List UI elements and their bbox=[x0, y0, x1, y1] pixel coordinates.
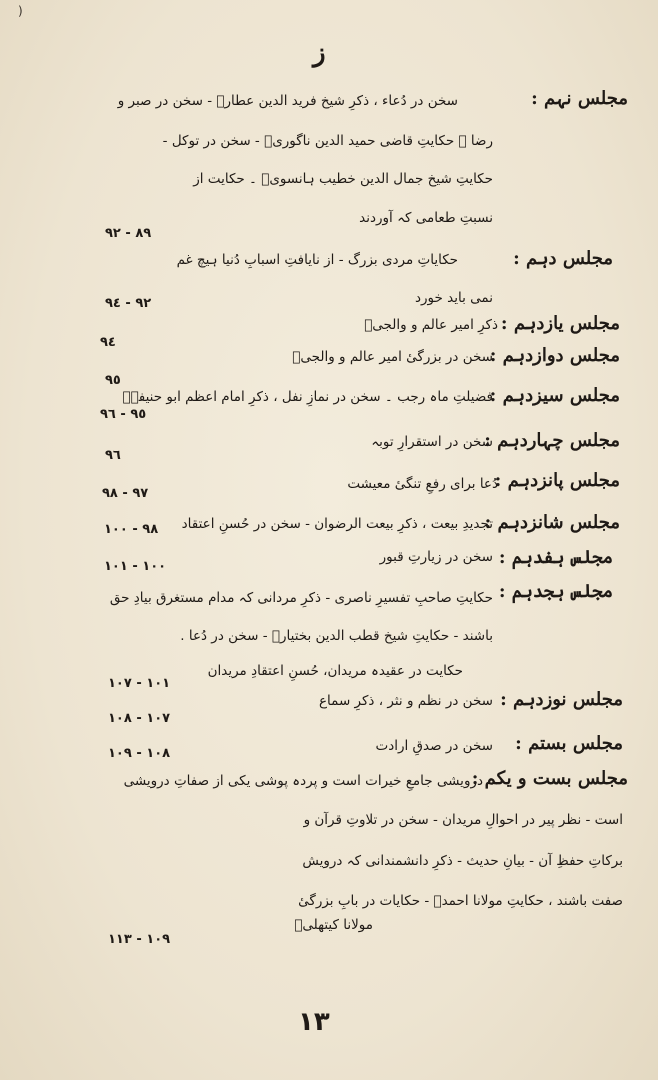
entry-line: برکاتِ حفظِ آن - بیانِ حدیث - ذکرِ دانشمندانی کہ درویش bbox=[302, 853, 623, 869]
entry-title-10: مجلس دہم : bbox=[513, 248, 613, 269]
entry-title-14: مجلس چہاردہم : bbox=[484, 430, 620, 451]
page-number: ١٣ bbox=[298, 1007, 330, 1037]
entry-line: نمی باید خورد bbox=[415, 290, 493, 306]
entry-pages: ٨٩ - ٩٢ bbox=[105, 226, 152, 241]
entry-pages: ٩٥ - ٩٦ bbox=[100, 407, 147, 422]
entry-line: حکایتِ صاحبِ تفسیرِ ناصری - ذکرِ مردانی کہ مدام مستغرق بیادِ حق bbox=[109, 590, 493, 606]
entry-pages: ٩٦ bbox=[105, 448, 121, 463]
entry-pages: ٩٤ bbox=[100, 335, 116, 350]
entry-line: تجدیدِ بیعت ، ذکرِ بیعت الرضوان - سخن در حُسنِ اعتقاد bbox=[181, 516, 493, 532]
entry-line: فضیلتِ ماہ رجب ۔ سخن در نمازِ نفل ، ذکرِ امام اعظم ابو حنیفہؒ bbox=[122, 389, 493, 405]
entry-pages: ١٠٨ - ١٠٩ bbox=[108, 746, 171, 761]
entry-line: مولانا کیتھلیؒ bbox=[294, 917, 373, 933]
entry-pages: ١٠١ - ١٠٧ bbox=[108, 676, 171, 691]
page-header-letter: ز bbox=[313, 38, 326, 68]
entry-line: ذکرِ امیر عالم و والجیؒ bbox=[364, 317, 498, 333]
entry-pages: ٩٥ bbox=[105, 373, 121, 388]
entry-line: صفت باشند ، حکایتِ مولانا احمدؒ - حکایات در بابِ بزرگیٔ bbox=[298, 893, 623, 909]
entry-pages: ١٠٠ - ١٠١ bbox=[104, 559, 167, 574]
entry-title-18: مجلس ہجدہم : bbox=[498, 581, 613, 602]
entry-title-11: مجلس یازدہم : bbox=[500, 313, 620, 334]
entry-line: باشند - حکایتِ شیخ قطب الدین بختیارؒ - سخن در دُعا . bbox=[180, 628, 493, 644]
entry-title-15: مجلس پانزدہم : bbox=[494, 470, 620, 491]
entry-line: سخن در صدقِ ارادت bbox=[375, 738, 493, 754]
entry-title-13: مجلس سیزدہم : bbox=[489, 385, 620, 406]
entry-pages: ٩٨ - ١٠٠ bbox=[104, 522, 159, 537]
entry-title-17: مجلس ہفدہم : bbox=[498, 547, 613, 568]
entry-line: سخن در بزرگیٔ امیر عالم و والجیؒ bbox=[292, 349, 493, 365]
entry-title-16: مجلس شانزدہم : bbox=[484, 512, 620, 533]
entry-pages: ١٠٧ - ١٠٨ bbox=[108, 711, 171, 726]
entry-line: رضا ۔ حکایتِ قاضی حمید الدین ناگوریؒ - سخن در توکل - bbox=[162, 133, 493, 149]
entry-title-21: مجلس بست و یکم : bbox=[471, 768, 628, 789]
entry-title-20: مجلس بستم : bbox=[515, 733, 623, 754]
corner-mark: ) bbox=[18, 4, 23, 18]
entry-line: حکایتِ شیخ جمال الدین خطیب ہانسویؒ ۔ حکایت از bbox=[193, 171, 493, 187]
entry-line: درویشی جامعِ خیرات است و پردہ پوشی یکی از صفاتِ درویشی bbox=[123, 773, 483, 789]
entry-line: سخن در زیارتِ قبور bbox=[379, 549, 493, 565]
entry-line: حکایاتِ مردی بزرگ - از نایافتِ اسبابِ دُنیا ہیچ غم bbox=[176, 252, 458, 268]
entry-title-19: مجلس نوزدہم : bbox=[500, 689, 623, 710]
entry-line: سخن در استقرارِ توبہ bbox=[371, 434, 493, 450]
entry-line: سخن در دُعاء ، ذکرِ شیخ فرید الدین عطارؒ - سخن در صبر و bbox=[117, 93, 458, 109]
entry-line: نسبتِ طعامی کہ آوردند bbox=[359, 210, 493, 226]
entry-pages: ١٠٩ - ١١٣ bbox=[108, 932, 171, 947]
entry-title-9: مجلس نہم : bbox=[531, 88, 628, 109]
entry-line: است - نظر پیر در احوالِ مریدان - سخن در تلاوتِ قرآن و bbox=[303, 812, 623, 828]
entry-line: سخن در نظم و نثر ، ذکرِ سماع bbox=[318, 693, 493, 709]
entry-title-12: مجلس دوازدہم : bbox=[489, 345, 620, 366]
entry-line: حکایت در عقیدہ مریدان، حُسنِ اعتقادِ مریدان bbox=[207, 663, 463, 679]
entry-line: دُعا برای رفعِ تنگیٔ معیشت bbox=[347, 476, 498, 492]
entry-pages: ٩٢ - ٩٤ bbox=[105, 296, 152, 311]
entry-pages: ٩٧ - ٩٨ bbox=[102, 486, 149, 501]
